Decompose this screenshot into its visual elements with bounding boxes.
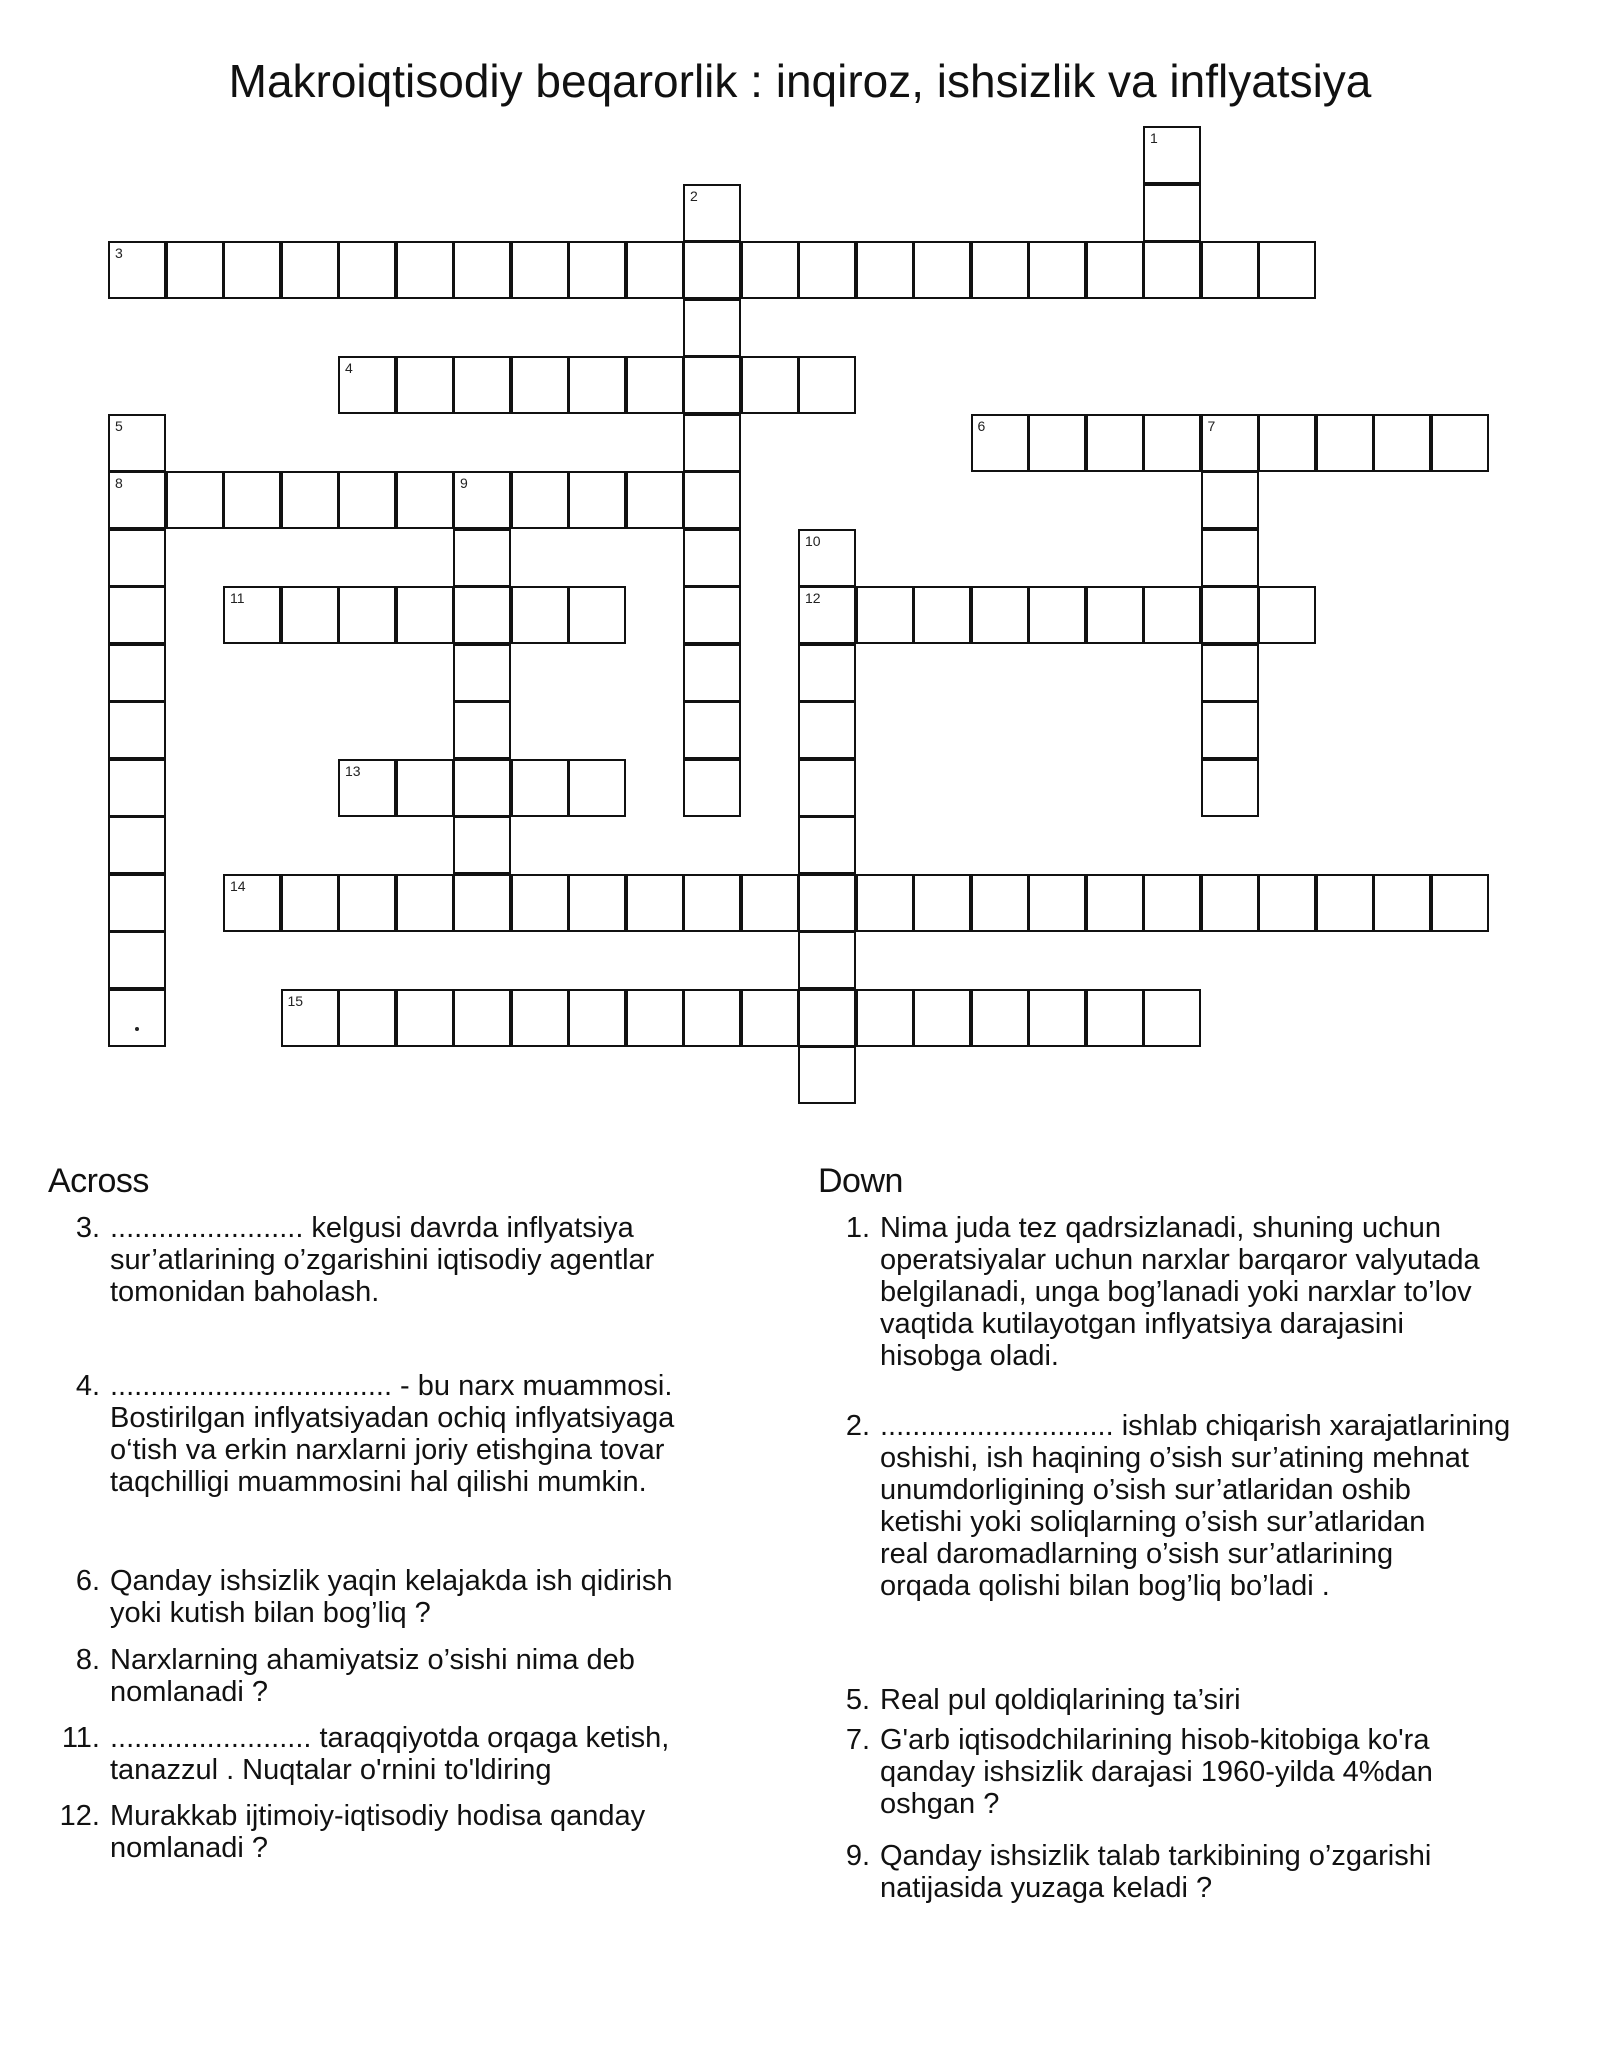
grid-cell[interactable] — [511, 471, 569, 529]
grid-cell[interactable] — [1373, 874, 1431, 932]
grid-cell[interactable] — [453, 586, 511, 644]
clue-text: Real pul qoldiqlarining ta’siri — [880, 1684, 1241, 1716]
grid-cell[interactable] — [1028, 586, 1086, 644]
grid-cell[interactable] — [1316, 874, 1374, 932]
grid-cell[interactable] — [108, 816, 166, 874]
grid-cell[interactable] — [1086, 241, 1144, 299]
grid-cell[interactable] — [798, 586, 856, 644]
grid-cell[interactable] — [281, 241, 339, 299]
grid-cell[interactable] — [741, 356, 799, 414]
grid-cell[interactable] — [453, 989, 511, 1047]
clue-text: Murakkab ijtimoiy-iqtisodiy hodisa qanday nomlanadi ? — [110, 1800, 646, 1864]
grid-cell[interactable] — [396, 759, 454, 817]
grid-cell[interactable] — [396, 241, 454, 299]
grid-cell[interactable] — [798, 759, 856, 817]
grid-cell[interactable] — [108, 931, 166, 989]
grid-cell[interactable] — [1431, 414, 1489, 472]
grid-cell[interactable] — [683, 529, 741, 587]
grid-cell[interactable] — [453, 356, 511, 414]
grid-cell[interactable] — [1086, 874, 1144, 932]
grid-cell[interactable] — [223, 241, 281, 299]
grid-cell[interactable] — [1316, 414, 1374, 472]
grid-cell[interactable] — [338, 989, 396, 1047]
clue-number: 8. — [75, 1644, 100, 1676]
grid-cell[interactable] — [511, 356, 569, 414]
grid-cell[interactable] — [626, 241, 684, 299]
clue-number: 9. — [845, 1840, 870, 1872]
grid-cell[interactable] — [971, 586, 1029, 644]
grid-cell[interactable] — [683, 471, 741, 529]
cell-number: 15 — [287, 992, 304, 1009]
grid-cell[interactable] — [568, 874, 626, 932]
grid-cell[interactable] — [798, 356, 856, 414]
grid-cell[interactable] — [568, 989, 626, 1047]
clue-number: 7. — [845, 1724, 870, 1756]
grid-cell[interactable] — [1201, 471, 1259, 529]
grid-cell[interactable] — [1086, 414, 1144, 472]
grid-cell[interactable] — [1028, 874, 1086, 932]
grid-cell[interactable] — [223, 471, 281, 529]
grid-cell[interactable] — [798, 816, 856, 874]
grid-cell[interactable] — [683, 874, 741, 932]
grid-cell[interactable] — [626, 471, 684, 529]
grid-cell[interactable] — [798, 529, 856, 587]
grid-cell[interactable] — [683, 644, 741, 702]
grid-cell[interactable] — [1143, 989, 1201, 1047]
grid-cell[interactable] — [453, 241, 511, 299]
grid-cell[interactable] — [511, 586, 569, 644]
page-title: Makroiqtisodiy beqarorlik : inqiroz, ishsizlik va inflyatsiya — [228, 55, 1372, 107]
grid-cell[interactable] — [913, 874, 971, 932]
grid-cell[interactable] — [108, 471, 166, 529]
grid-cell[interactable] — [1431, 874, 1489, 932]
grid-cell[interactable] — [166, 471, 224, 529]
grid-cell[interactable] — [281, 989, 339, 1047]
grid-cell[interactable] — [1201, 414, 1259, 472]
grid-cell[interactable] — [1143, 586, 1201, 644]
grid-cell[interactable] — [453, 701, 511, 759]
grid-cell[interactable] — [683, 414, 741, 472]
grid-cell[interactable] — [913, 989, 971, 1047]
cell-number: 4 — [345, 360, 353, 376]
grid-cell[interactable] — [1201, 644, 1259, 702]
grid-cell[interactable] — [108, 701, 166, 759]
cell-number: 13 — [345, 762, 361, 779]
grid-cell[interactable] — [798, 931, 856, 989]
clue-text: ........................ kelgusi davrda inflyatsiya sur’atlarining o’zgarishini iqtisodiy agentlar tomonidan baholash. — [110, 1212, 655, 1308]
clue-number: 6. — [75, 1565, 100, 1597]
grid-cell[interactable] — [683, 701, 741, 759]
grid-cell[interactable] — [453, 874, 511, 932]
grid-cell[interactable] — [568, 586, 626, 644]
grid-cell[interactable] — [338, 356, 396, 414]
grid-cell[interactable] — [223, 586, 281, 644]
grid-cell[interactable] — [453, 759, 511, 817]
grid-cell[interactable] — [1143, 241, 1201, 299]
grid-cell[interactable] — [511, 241, 569, 299]
grid-cell[interactable] — [798, 1046, 856, 1104]
grid-cell[interactable] — [683, 356, 741, 414]
grid-cell[interactable] — [798, 701, 856, 759]
grid-cell[interactable] — [108, 989, 166, 1047]
grid-cell[interactable] — [1201, 529, 1259, 587]
grid-cell[interactable] — [281, 471, 339, 529]
grid-cell[interactable] — [453, 644, 511, 702]
cell-number: 6 — [977, 417, 986, 434]
grid-cell[interactable] — [108, 241, 166, 299]
grid-cell[interactable] — [856, 241, 914, 299]
cell-number: 5 — [115, 417, 123, 434]
grid-cell[interactable] — [1201, 586, 1259, 644]
cell-number: 9 — [460, 475, 468, 491]
grid-cell[interactable] — [1258, 586, 1316, 644]
cell-number: 8 — [115, 475, 123, 491]
grid-cell[interactable] — [568, 471, 626, 529]
grid-cell[interactable] — [798, 989, 856, 1047]
grid-cell[interactable] — [1201, 701, 1259, 759]
grid-cell[interactable] — [396, 471, 454, 529]
grid-cell[interactable] — [1028, 414, 1086, 472]
grid-cell[interactable] — [568, 241, 626, 299]
clue-text: ............................. ishlab chiqarish xarajatlarining oshishi, ish haqining o’sish sur’atining mehnat unumdorligining o’sish sur’atlaridan oshib ketishi yoki soliqlarning o’sish sur’atlaridan real daromadlarning o’sish sur’atlarining orqada qolishi bilan bog’liq bo’ladi . — [880, 1410, 1511, 1602]
grid-cell[interactable] — [913, 586, 971, 644]
grid-cell[interactable] — [338, 471, 396, 529]
grid-cell[interactable] — [281, 874, 339, 932]
grid-cell[interactable] — [798, 644, 856, 702]
grid-cell[interactable] — [913, 241, 971, 299]
grid-cell[interactable] — [511, 874, 569, 932]
grid-cell[interactable] — [338, 586, 396, 644]
grid-cell[interactable] — [971, 241, 1029, 299]
clue-number: 5. — [845, 1684, 870, 1716]
cell-number: 7 — [1207, 417, 1216, 434]
clue-text: G'arb iqtisodchilarining hisob-kitobiga ko'ra qanday ishsizlik darajasi 1960-yilda 4%dan oshgan ? — [880, 1724, 1433, 1820]
grid-cell[interactable] — [338, 241, 396, 299]
cell-number: 3 — [115, 245, 123, 261]
grid-cell[interactable] — [798, 241, 856, 299]
grid-cell[interactable] — [1201, 759, 1259, 817]
grid-cell[interactable] — [396, 874, 454, 932]
grid-cell[interactable] — [1258, 874, 1316, 932]
grid-cell[interactable] — [453, 471, 511, 529]
clue-text: Narxlarning ahamiyatsiz o’sishi nima deb nomlanadi ? — [110, 1644, 635, 1708]
grid-cell[interactable] — [1028, 241, 1086, 299]
grid-cell[interactable] — [626, 356, 684, 414]
grid-cell[interactable] — [1201, 241, 1259, 299]
grid-cell[interactable] — [108, 529, 166, 587]
grid-cell[interactable] — [1028, 989, 1086, 1047]
grid-cell[interactable] — [971, 989, 1029, 1047]
grid-cell[interactable] — [396, 356, 454, 414]
grid-cell[interactable] — [971, 414, 1029, 472]
grid-cell[interactable] — [108, 414, 166, 472]
cell-number: 2 — [690, 187, 698, 204]
grid-cell[interactable] — [281, 586, 339, 644]
grid-cell[interactable] — [108, 644, 166, 702]
grid-cell[interactable] — [626, 989, 684, 1047]
grid-cell[interactable] — [1143, 414, 1201, 472]
grid-cell[interactable] — [683, 241, 741, 299]
clue-number: 2. — [845, 1410, 870, 1442]
grid-cell[interactable] — [396, 586, 454, 644]
grid-cell[interactable] — [683, 759, 741, 817]
grid-cell[interactable] — [511, 989, 569, 1047]
grid-cell[interactable] — [568, 356, 626, 414]
grid-cell[interactable] — [223, 874, 281, 932]
grid-cell[interactable] — [1373, 414, 1431, 472]
grid-cell[interactable] — [1143, 126, 1201, 184]
grid-cell[interactable] — [453, 529, 511, 587]
clue-text: ......................... taraqqiyotda orqaga ketish, tanazzul . Nuqtalar o'rnini to'ldiring — [110, 1722, 670, 1786]
cell-number: 11 — [230, 590, 245, 606]
grid-cell[interactable] — [1258, 414, 1316, 472]
grid-cell[interactable] — [683, 184, 741, 242]
grid-cell[interactable] — [568, 759, 626, 817]
cell-number: 1 — [1150, 130, 1158, 146]
clue-number: 12. — [59, 1800, 100, 1832]
grid-cell[interactable] — [741, 241, 799, 299]
clue-number: 1. — [845, 1212, 870, 1244]
clue-text: ................................... - bu narx muammosi. Bostirilgan inflyatsiyadan ochiq inflyatsiyaga o‘tish va erkin narxlarni joriy etishgina tovar taqchilligi muammosini hal qilishi mumkin. — [110, 1370, 675, 1498]
grid-cell[interactable] — [108, 759, 166, 817]
clue-number: 3. — [75, 1212, 100, 1244]
grid-cell[interactable] — [108, 874, 166, 932]
cell-number: 14 — [230, 877, 246, 894]
grid-cell[interactable] — [338, 874, 396, 932]
grid-cell[interactable] — [1143, 184, 1201, 242]
grid-cell[interactable] — [856, 874, 914, 932]
grid-cell[interactable] — [683, 989, 741, 1047]
grid-cell[interactable] — [396, 989, 454, 1047]
grid-cell[interactable] — [511, 759, 569, 817]
grid-cell[interactable] — [741, 874, 799, 932]
grid-cell[interactable] — [683, 586, 741, 644]
grid-cell[interactable] — [1258, 241, 1316, 299]
grid-cell[interactable] — [338, 759, 396, 817]
clue-number: 11. — [61, 1722, 100, 1754]
grid-cell[interactable] — [856, 586, 914, 644]
cell-number: 12 — [805, 590, 821, 606]
down-heading: Down — [818, 1162, 903, 1200]
grid-cell[interactable] — [741, 989, 799, 1047]
clue-text: Qanday ishsizlik yaqin kelajakda ish qidirish yoki kutish bilan bog’liq ? — [110, 1565, 673, 1629]
grid-cell[interactable] — [798, 874, 856, 932]
grid-cell[interactable] — [108, 586, 166, 644]
grid-cell[interactable] — [453, 816, 511, 874]
grid-cell[interactable] — [856, 989, 914, 1047]
grid-cell[interactable] — [971, 874, 1029, 932]
clue-text: Nima juda tez qadrsizlanadi, shuning uchun operatsiyalar uchun narxlar barqaror valyutada belgilanadi, unga bog’lanadi yoki narxlar to’lov vaqtida kutilayotgan inflyatsiya darajasini hisobga oladi. — [880, 1212, 1480, 1372]
grid-cell[interactable] — [1201, 874, 1259, 932]
grid-cell[interactable] — [166, 241, 224, 299]
stray-dot — [135, 1027, 139, 1031]
grid-cell[interactable] — [1086, 989, 1144, 1047]
clue-number: 4. — [75, 1370, 100, 1402]
clue-text: Qanday ishsizlik talab tarkibining o’zgarishi natijasida yuzaga keladi ? — [880, 1840, 1432, 1904]
across-heading: Across — [48, 1162, 149, 1200]
grid-cell[interactable] — [683, 299, 741, 357]
cell-number: 10 — [805, 532, 821, 549]
grid-cell[interactable] — [1086, 586, 1144, 644]
grid-cell[interactable] — [626, 874, 684, 932]
grid-cell[interactable] — [1143, 874, 1201, 932]
